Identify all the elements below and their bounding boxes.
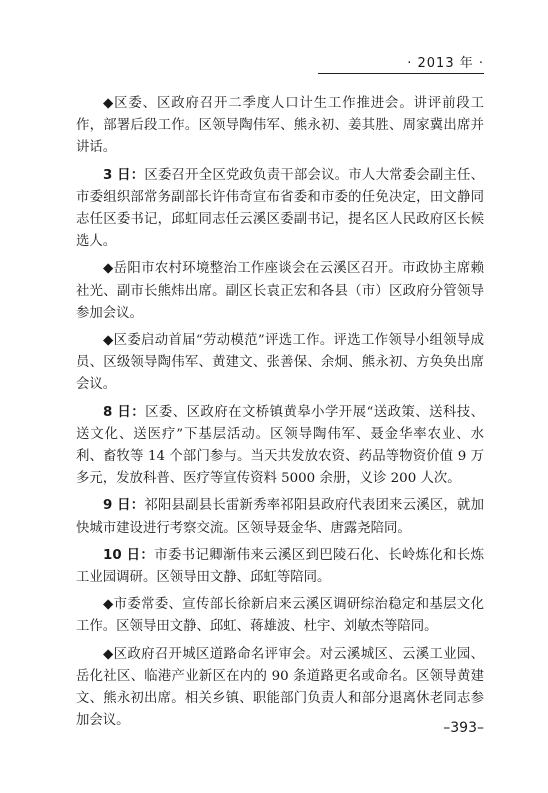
entry-text: 市委书记卿渐伟来云溪区到巴陵石化、长岭炼化和长炼工业园调研。区领导田文静、邱虹等陪同。	[76, 547, 485, 586]
entry-text: ◆区委启动首届“劳动模范”评选工作。评选工作领导小组领导成员、区级领导陶伟军、黄建文、张善保、余炯、熊永初、方奂奂出席会议。	[76, 333, 484, 393]
entry-text: ◆区委、区政府召开二季度人口计生工作推进会。讲评前段工作，部署后段工作。区领导陶伟军、熊永初、姜其胜、周家冀出席并讲话。	[76, 96, 484, 156]
entry-paragraph	[76, 402, 484, 491]
entry-paragraph	[76, 594, 484, 638]
entry-text: ◆区政府召开城区道路命名评审会。对云溪城区、云溪工业园、岳化社区、临港产业新区在内的 90 条道路更名或命名。区领导黄建文、熊永初出席。相关乡镇、职能部门负责人和部分退离休老同志参加会议。	[76, 646, 484, 729]
entry-paragraph	[76, 545, 484, 589]
header-rule	[318, 73, 484, 74]
running-header	[318, 48, 484, 78]
entry-text: 区委召开全区党政负责干部会议。市人大常委会副主任、市委组织部常务副部长许伟奇宣布省委和市委的任免决定，田文静同志任区委书记，邱虹同志任云溪区委副书记，提名区人民政府区长候选人。	[76, 167, 484, 250]
entry-text: 区委、区政府在文桥镇黄皋小学开展“送政策、送科技、送文化、送医疗”下基层活动。区领导陶伟军、聂金华率农业、水利、畜牧等 14 个部门参与。当天共发放农资、药品等物资价值 9 万多元，发放科普、医疗等宣传资料 5000 余册，义诊 200 人次。	[76, 404, 484, 487]
entry-paragraph	[76, 93, 484, 160]
entry-date: 8 日：	[103, 404, 146, 420]
entry-text: 祁阳县副县长雷新秀率祁阳县政府代表团来云溪区，就加快城市建设进行考察交流。区领导聂金华、唐露尧陪同。	[76, 498, 484, 536]
entry-paragraph	[76, 165, 484, 254]
entry-date: 10 日：	[103, 547, 155, 563]
entry-paragraph	[76, 644, 484, 733]
entry-date: 3 日：	[103, 167, 145, 183]
page-number: –393–	[443, 720, 484, 736]
entry-paragraph	[76, 495, 484, 539]
year-label: · 2013 年 ·	[407, 56, 484, 71]
chronicle-body	[76, 93, 484, 737]
entry-text: ◆岳阳市农村环境整治工作座谈会在云溪区召开。市政协主席赖社光、副市长熊炜出席。副区长袁正宏和各县（市）区政府分管领导参加会议。	[76, 261, 484, 321]
entry-paragraph	[76, 258, 484, 325]
entry-text: ◆市委常委、宣传部长徐新启来云溪区调研综治稳定和基层文化工作。区领导田文静、邱虹、蒋雄波、杜宇、刘敏杰等陪同。	[76, 597, 484, 635]
entry-date: 9 日：	[103, 498, 145, 514]
entry-paragraph	[76, 330, 484, 397]
